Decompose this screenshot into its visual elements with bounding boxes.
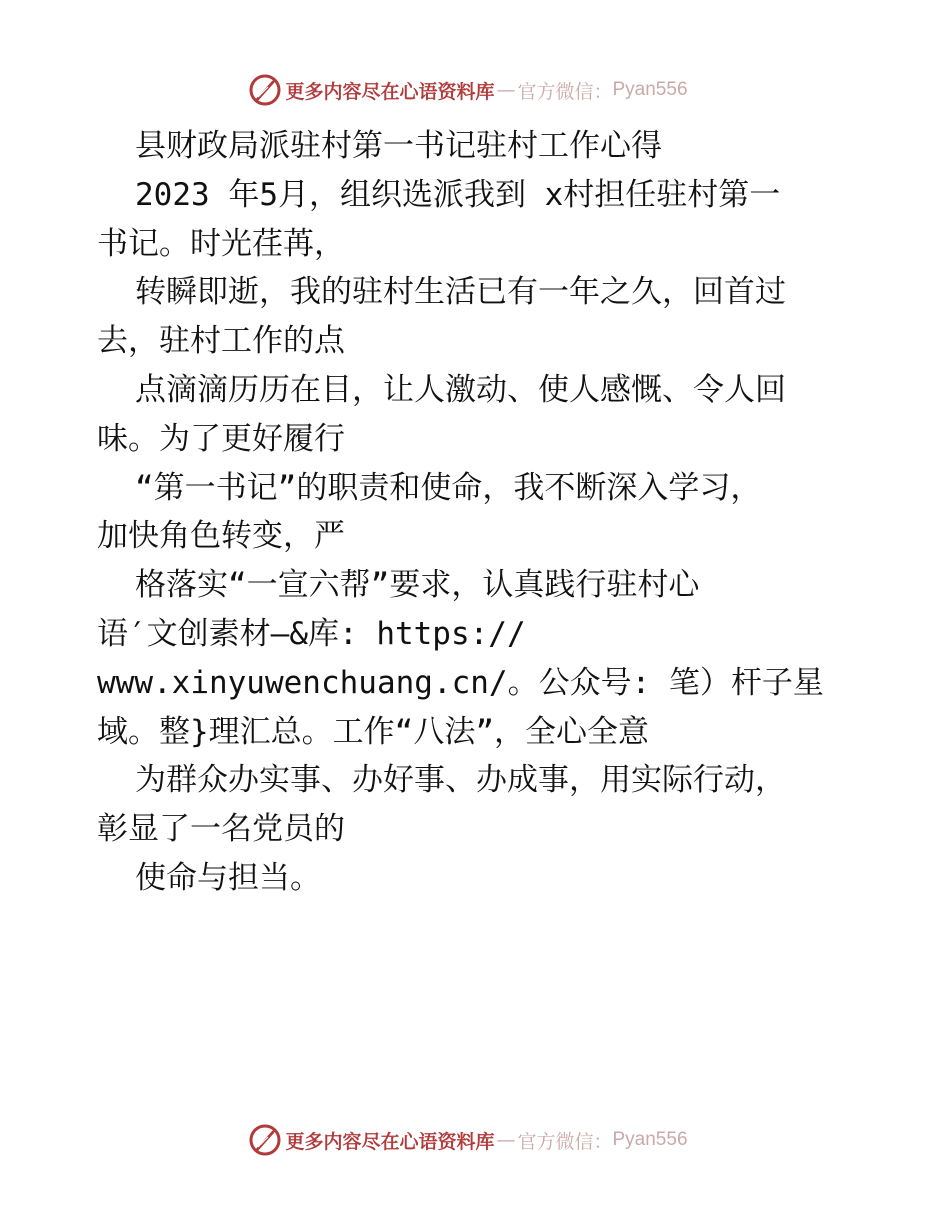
- banner-wechat-label: 官方微信：: [517, 80, 613, 103]
- text-line: 格落实“一宣六帮”要求，认真践行驻村心: [135, 567, 700, 604]
- banner-content: [248, 1123, 687, 1157]
- text-line: 2023 年5月，组织选派我到 x村担任驻村第一: [135, 176, 781, 213]
- text-line: 味。为了更好履行: [97, 420, 345, 457]
- document-title: 县财政局派驻村第一书记驻村工作心得: [135, 128, 662, 164]
- header-banner: [0, 72, 950, 108]
- banner-main-text: 更多内容尽在心语资料库: [285, 80, 495, 103]
- banner-wechat-id: Pyan556: [612, 79, 688, 100]
- banner-dash: —: [496, 1129, 516, 1151]
- text-line: 书记。时光荏苒，: [97, 225, 345, 262]
- quill-logo-icon: [248, 73, 282, 107]
- footer-banner: [0, 1122, 950, 1158]
- text-line: 域。整}理汇总。工作“八法”，全心全意: [97, 713, 649, 750]
- text-line: 点滴滴历历在目，让人激动、使人感慨、令人回: [135, 371, 786, 408]
- banner-main-text: 更多内容尽在心语资料库: [285, 1130, 495, 1153]
- banner-wechat-label: 官方微信：: [517, 1130, 613, 1153]
- text-line: 去，驻村工作的点: [97, 323, 345, 360]
- text-line: 语′文创素材—&库: https://: [97, 615, 526, 652]
- text-line: 加快角色转变，严: [97, 518, 345, 555]
- banner-dash: —: [496, 79, 516, 101]
- text-line: www.xinyuwenchuang.cn/。公众号: 笔）杆子星: [97, 664, 824, 701]
- text-line: 使命与担当。: [135, 859, 321, 896]
- text-line: 彰显了一名党员的: [97, 811, 345, 848]
- banner-wechat-id: Pyan556: [612, 1129, 688, 1150]
- text-line: 为群众办实事、办好事、办成事，用实际行动，: [135, 762, 786, 799]
- text-line: 转瞬即逝，我的驻村生活已有一年之久，回首过: [135, 274, 786, 311]
- document-body: [97, 122, 877, 903]
- quill-logo-icon: [248, 1123, 282, 1157]
- text-line: “第一书记”的职责和使命，我不断深入学习，: [135, 469, 762, 506]
- banner-content: [248, 73, 687, 107]
